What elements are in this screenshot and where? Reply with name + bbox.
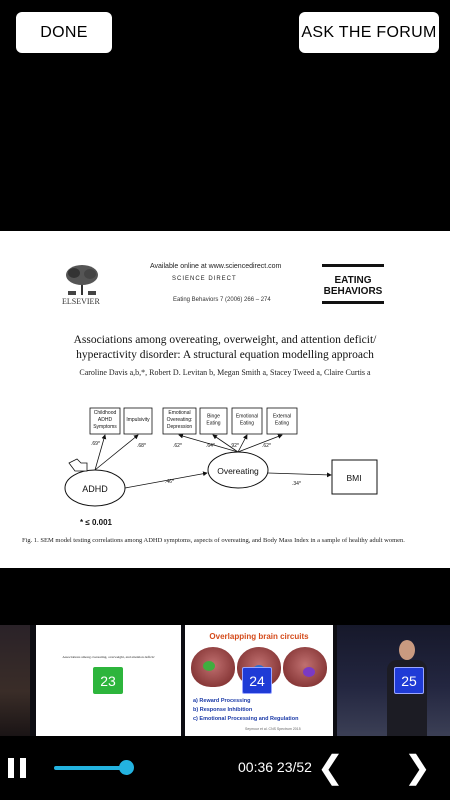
sem-diagram [55, 403, 395, 513]
path-coefficient: .64* [206, 443, 215, 449]
path-coefficient: .62* [173, 443, 182, 449]
indicator-box-label: ADHD [97, 417, 113, 423]
thumbnail-mini-title: Associations among overeating, overweight, and attention deficit/ [62, 655, 155, 659]
indicator-box-label: Binge [207, 413, 220, 420]
progress-bar-fill [54, 766, 126, 770]
online-availability: Available online at www.sciencedirect.com [150, 263, 282, 270]
paper-title [40, 333, 410, 363]
indicator-box-label: External [272, 413, 292, 420]
thumbnail-footer: Seymour et al. CNS Spectrum 2015 [245, 727, 301, 731]
sciencedirect-logo: SCIENCE DIRECT [172, 276, 237, 282]
slide-number-badge: 23 [93, 667, 123, 694]
title-line-2: hyperactivity disorder: A structural equation modelling approach [76, 349, 374, 361]
slide-number-badge: 24 [242, 667, 272, 694]
eating-behaviors-logo [322, 264, 384, 304]
next-slide-chevron-icon[interactable]: ❯ [404, 749, 431, 785]
playback-time-and-slide: 00:36 23/52 [238, 759, 312, 775]
brain-image-right [283, 647, 327, 687]
title-line-1: Associations among overeating, overweight, and attention deficit/ [73, 334, 377, 346]
done-button[interactable]: DONE [16, 12, 112, 53]
indicator-box-label: Emotional [168, 410, 191, 416]
indicator-box-label: Impulsivity [126, 417, 150, 423]
path-coefficient: .62* [262, 443, 271, 449]
path-coefficient: .69* [91, 441, 100, 447]
indicator-box-label: Symptoms [93, 424, 117, 430]
indicator-box-label: Emotional [235, 413, 259, 420]
thumbnail-slide-25[interactable] [337, 625, 450, 736]
thumbnail-title: Overlapping brain circuits [209, 632, 309, 641]
indicator-box-label: Depression [166, 424, 193, 430]
indicator-box-label: Overeating: [166, 417, 193, 423]
overeating-label: Overeating [217, 466, 259, 476]
elsevier-label: ELSEVIER [62, 297, 100, 306]
list-item: c) Emotional Processing and Regulation [193, 716, 299, 722]
pause-icon [8, 758, 14, 778]
path-coefficient: .68* [137, 443, 146, 449]
thumbnail-previous-partial[interactable] [0, 625, 30, 736]
list-item: b) Response Inhibition [193, 707, 253, 713]
path-coefficient: .92* [230, 443, 239, 449]
elsevier-tree-logo [62, 263, 102, 297]
path-arrow [238, 435, 282, 452]
indicator-box-label: Eating [274, 420, 290, 427]
thumbnail-list [193, 697, 298, 724]
thumbnail-slide-24[interactable] [185, 625, 333, 736]
path-coefficient: .46* [165, 479, 174, 485]
paper-authors: Caroline Davis a,b,*, Robert D. Levitan b, Megan Smith a, Stacey Tweed a, Claire Curtis a [79, 368, 371, 377]
bmi-label: BMI [346, 473, 362, 483]
path-coefficient: .34* [292, 481, 301, 487]
hand-pointer-icon [69, 459, 87, 471]
path-arrow [95, 435, 138, 470]
thumbnail-slide-23[interactable] [36, 625, 181, 736]
pause-icon [20, 758, 26, 778]
significance-note: * ≤ 0.001 [80, 518, 112, 527]
indicator-box-label: Childhood [93, 410, 117, 416]
logo-line-1: EATING [334, 275, 372, 286]
list-item: a) Reward Processing [193, 698, 251, 704]
current-slide [0, 231, 450, 568]
path-arrow [268, 473, 331, 475]
adhd-label: ADHD [82, 484, 108, 494]
slide-thumbnail-strip[interactable] [0, 625, 450, 736]
figure-caption: Fig. 1. SEM model testing correlations among ADHD symptoms, aspects of overeating, and Body Mass Index in a sample of healthy adult women. [22, 537, 405, 544]
pause-button[interactable] [8, 758, 28, 778]
player-controls [0, 736, 450, 800]
journal-citation: Eating Behaviors 7 (2006) 266 – 274 [173, 297, 271, 303]
ask-the-forum-button[interactable]: ASK THE FORUM [299, 12, 439, 53]
slide-number-badge: 25 [394, 667, 424, 694]
indicator-box-label: Eating [239, 420, 255, 427]
previous-slide-chevron-icon[interactable]: ❮ [317, 749, 344, 785]
progress-slider-handle[interactable] [119, 760, 134, 775]
logo-line-2: BEHAVIORS [323, 286, 383, 297]
brain-image-left [191, 647, 235, 687]
indicator-box-label: Eating [206, 420, 221, 427]
